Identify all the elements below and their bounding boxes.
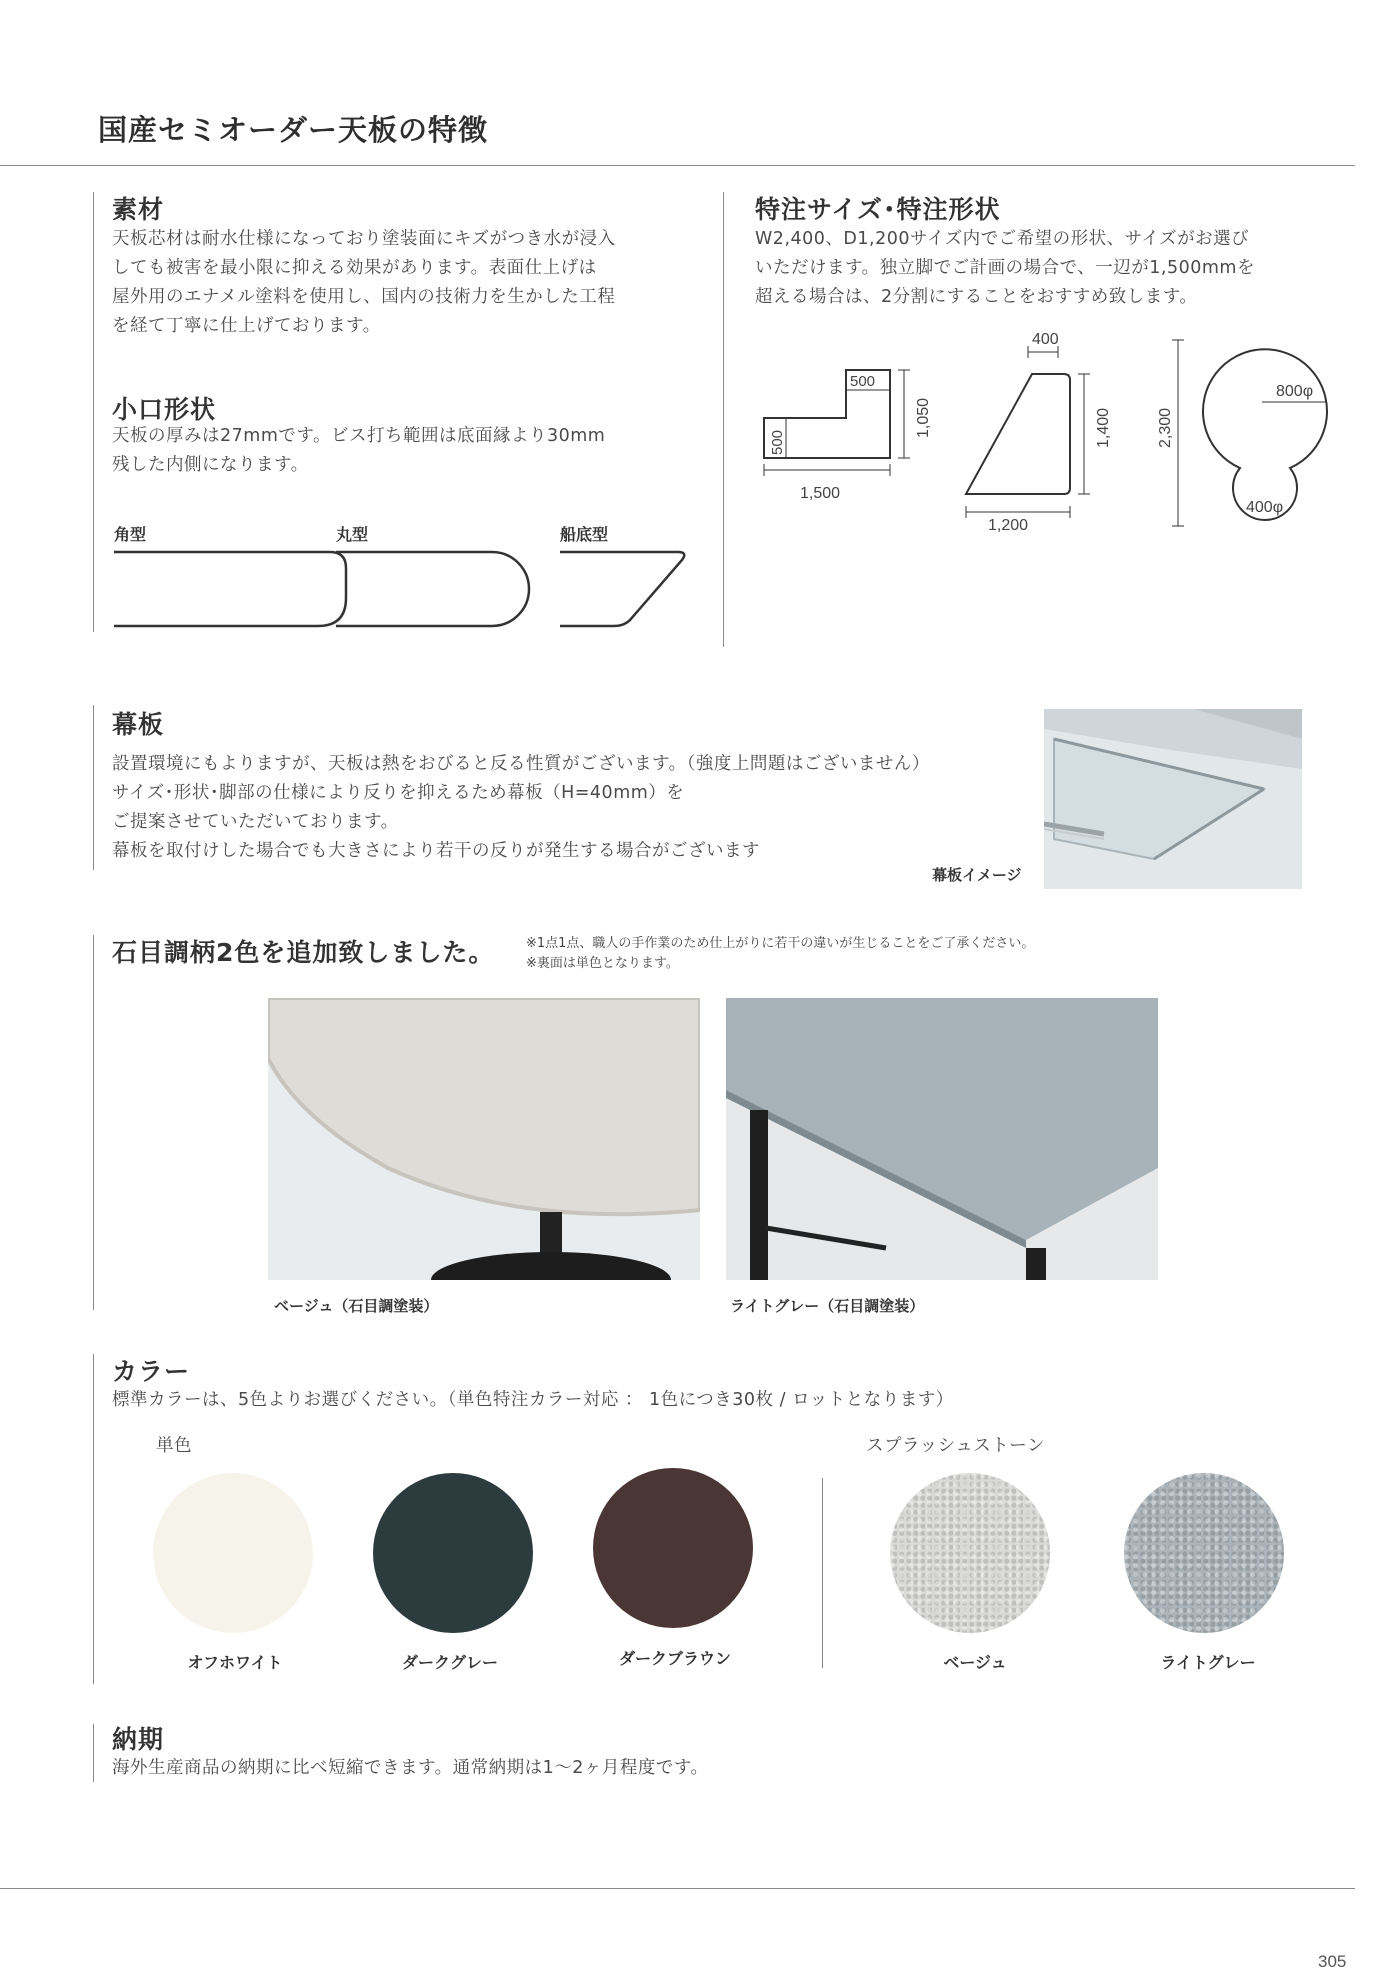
- swatch-dark-grey: [373, 1473, 533, 1633]
- swatch-off-white: [153, 1473, 313, 1633]
- stone-photo-lightgrey: [726, 998, 1158, 1280]
- color-divider: [822, 1478, 823, 1668]
- material-text: [112, 225, 712, 341]
- delivery-text: 海外生産商品の納期に比べ短縮できます。通常納期は1～2ヶ月程度です。: [112, 1758, 709, 1778]
- apron-line: 幕板を取付けした場合でも大きさにより若干の反りが発生する場合がございます: [112, 841, 760, 861]
- page-title: 国産セミオーダー天板の特徴: [98, 113, 489, 147]
- apron-text: [112, 750, 1052, 866]
- section-bar: [93, 192, 94, 632]
- swatch-label: ダークブラウン: [618, 1649, 731, 1668]
- edge-shape-label-boat: 船底型: [560, 525, 609, 544]
- l-width: 1,500: [800, 485, 841, 502]
- edge-line: 天板の厚みは27mmです。ビス打ち範囲は底面縁より30mm: [112, 426, 606, 446]
- boat-edge-profile: [560, 552, 684, 626]
- edge-line: 残した内側になります。: [112, 455, 309, 475]
- material-line: しても被害を最小限に抑える効果があります。表面仕上げは: [112, 258, 597, 278]
- l-step-h: 500: [769, 429, 786, 455]
- blob-height: 2,300: [1157, 407, 1174, 448]
- solid-color-label: 単色: [156, 1436, 192, 1456]
- swatch-label: ダークグレー: [401, 1653, 498, 1672]
- swatch-label: ライトグレー: [1160, 1653, 1256, 1672]
- material-line: を経て丁寧に仕上げております。: [112, 316, 381, 336]
- delivery-heading: 納期: [112, 1725, 165, 1754]
- blob-shape: [1203, 349, 1327, 520]
- stone-note: ※1点1点、職人の手作業のため仕上がりに若干の違いが生じることをご了承ください。: [526, 936, 1035, 951]
- trapezoid-shape: [966, 374, 1070, 494]
- stone-note: ※裏面は単色となります。: [526, 956, 679, 971]
- custom-shapes-diagram: [750, 330, 1350, 545]
- material-line: 屋外用のエナメル塗料を使用し、国内の技術力を生かした工程: [112, 287, 616, 307]
- stone-caption-lightgrey: ライトグレー（石目調塗装）: [730, 1297, 925, 1315]
- trap-top: 400: [1032, 331, 1059, 348]
- splash-color-label: スプラッシュストーン: [866, 1436, 1045, 1456]
- l-step-w: 500: [850, 373, 876, 390]
- trap-height: 1,400: [1095, 407, 1112, 448]
- stone-notes: [526, 934, 1326, 974]
- apron-image-caption: 幕板イメージ: [932, 866, 1022, 884]
- edge-shape-label-square: 角型: [114, 525, 147, 544]
- custom-line: 超える場合は、2分割にすることをおすすめ致します。: [755, 287, 1198, 307]
- l-height: 1,050: [915, 397, 932, 438]
- blob-small-diameter: 400φ: [1246, 499, 1284, 516]
- stone-heading: 石目調柄2色を追加致しました。: [112, 938, 495, 967]
- round-edge-profile: [336, 552, 529, 626]
- edge-text: [112, 422, 712, 480]
- material-line: 天板芯材は耐水仕様になっており塗装面にキズがつき水が浸入: [112, 229, 616, 249]
- blob-big-diameter: 800φ: [1276, 383, 1314, 400]
- lightgrey-table-photo: [726, 998, 1158, 1280]
- swatch-dark-brown: [593, 1468, 753, 1628]
- swatch-label: オフホワイト: [187, 1653, 283, 1672]
- apron-line: 設置環境にもよりますが、天板は熱をおびると反る性質がございます。（強度上問題はございません）: [112, 754, 930, 774]
- apron-photo-illustration: [1044, 709, 1302, 889]
- custom-line: いただけます。独立脚でご計画の場合で、一辺が1,500mmを: [755, 258, 1255, 278]
- swatch-light-grey: [1124, 1473, 1284, 1633]
- custom-text: [755, 225, 1355, 312]
- page-number: 305: [1318, 1952, 1347, 1971]
- footer-divider: [0, 1888, 1355, 1889]
- swatch-beige: [890, 1473, 1050, 1633]
- custom-heading: 特注サイズ･特注形状: [755, 195, 1001, 224]
- edge-profiles-diagram: [100, 540, 720, 630]
- section-bar: [93, 935, 94, 1310]
- material-heading: 素材: [112, 195, 165, 224]
- section-bar: [93, 1354, 94, 1684]
- edge-heading: 小口形状: [112, 395, 217, 424]
- title-divider: [0, 165, 1355, 166]
- stone-caption-beige: ベージュ（石目調塗装）: [274, 1297, 439, 1315]
- apron-heading: 幕板: [112, 710, 165, 739]
- section-bar: [93, 1724, 94, 1782]
- apron-line: ご提案させていただいております。: [112, 812, 399, 832]
- trap-bottom: 1,200: [988, 517, 1029, 534]
- color-heading: カラー: [112, 1357, 191, 1386]
- column-divider: [723, 192, 724, 647]
- beige-table-photo: [268, 998, 700, 1280]
- stone-photo-beige: [268, 998, 700, 1280]
- apron-line: サイズ･形状･脚部の仕様により反りを抑えるため幕板（H=40mm）を: [112, 783, 685, 803]
- color-text: 標準カラーは、5色よりお選びください。（単色特注カラー対応 ： 1色につき30枚 / ロットとなります）: [112, 1390, 954, 1410]
- apron-image: [1044, 709, 1302, 889]
- edge-shape-label-round: 丸型: [336, 525, 369, 544]
- custom-line: W2,400、D1,200サイズ内でご希望の形状、サイズがお選び: [755, 229, 1250, 249]
- square-edge-profile: [114, 552, 346, 626]
- swatch-label: ベージュ: [943, 1653, 1007, 1672]
- section-bar: [93, 705, 94, 870]
